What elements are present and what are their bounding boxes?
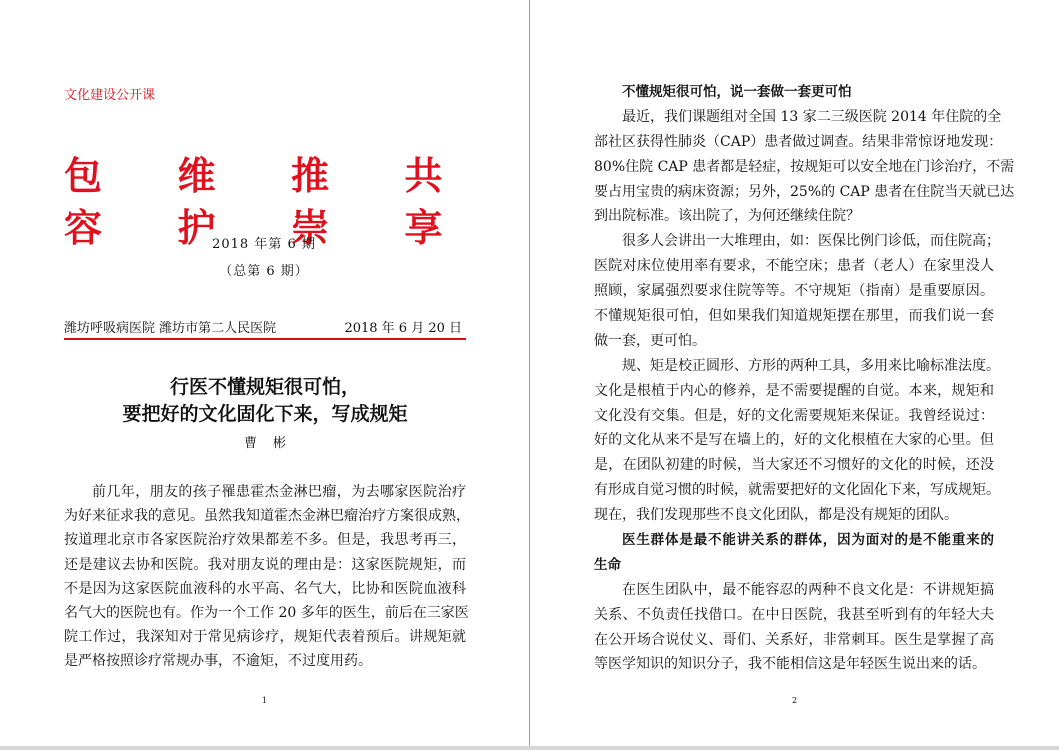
body-line: 要占用宝贵的病床资源；另外，25%的 CAP 患者在住院当天就已达 [594, 183, 1015, 200]
masthead [64, 317, 464, 335]
body-line: 文化没有交集。但是，好的文化需要规矩来保证。我曾经说过： [594, 407, 994, 424]
article-title-line-1: 行医不懂规矩很可怕， [169, 376, 360, 398]
section-heading: 生命 [594, 556, 621, 573]
body-line: 还是建议去协和医院。我对朋友说的理由是：这家医院规矩，而 [64, 556, 466, 573]
headline-word: 包容 [64, 153, 105, 250]
body-line: 到出院标准。该出院了，为何还继续住院？ [594, 208, 860, 225]
total-issue-number: （总第 6 期） [219, 264, 309, 279]
issue-number: 2018 年第 6 期 [212, 237, 316, 252]
body-line: 80%住院 CAP 患者都是轻症，按规矩可以安全地在门诊治疗，不需 [594, 158, 1015, 175]
body-line: 是严格按照诊疗常规办事，不逾矩，不过度用药。 [64, 653, 372, 670]
page-divider [529, 0, 530, 750]
body-line: 规、矩是校正圆形、方形的两种工具，多用来比喻标准法度。 [622, 357, 1000, 374]
page-bottom-edge [0, 746, 1059, 750]
body-line: 关系、不负责任找借口。在中日医院，我甚至听到有的年轻大夫 [594, 606, 994, 623]
body-line: 前几年，朋友的孩子罹患霍杰金淋巴瘤，为去哪家医院治疗 [92, 484, 466, 500]
article-body-page-1 [64, 480, 470, 674]
publisher-organizations: 潍坊呼吸病医院 潍坊市第二人民医院 [64, 321, 277, 336]
body-line: 部社区获得性肺炎（CAP）患者做过调查。结果非常惊讶地发现： [594, 133, 1003, 150]
masthead-rule [64, 338, 466, 340]
body-line: 医院对床位使用率有要求，不能空床；患者（老人）在家里没人 [594, 258, 994, 275]
body-line: 有形成自觉习惯的时候，就需要把好的文化固化下来，写成规矩。 [594, 482, 1000, 499]
body-line: 名气大的医院也有。作为一个工作 20 多年的医生，前后在三家医 [64, 604, 469, 621]
body-line: 做一套，更可怕。 [594, 332, 706, 349]
headline-word: 推崇 [291, 153, 332, 250]
body-line: 最近，我们课题组对全国 13 家二三级医院 2014 年住院的全 [622, 108, 1002, 125]
body-line: 为好来征求我的意见。虽然我知道霍杰金淋巴瘤治疗方案很成熟， [64, 508, 470, 525]
page-number: 1 [262, 696, 268, 705]
body-line: 好的文化从来不是写在墙上的，好的文化根植在大家的心里。但 [594, 432, 994, 449]
section-heading: 医生群体是最不能讲关系的群体，因为面对的是不能重来的 [622, 532, 994, 549]
body-line: 按道理北京市各家医院治疗效果都差不多。但是，我思考再三， [64, 532, 466, 549]
body-line: 是，在团队初建的时候，当大家还不习惯好的文化的时候，还没 [594, 457, 994, 474]
page-number: 2 [792, 696, 798, 705]
body-line: 很多人会讲出一大堆理由，如：医保比例门诊低，而住院高； [622, 233, 1000, 250]
body-line: 不是因为这家医院血液科的水平高、名气大，比协和医院血液科 [64, 580, 466, 597]
body-line: 在公开场合说仗义、哥们、关系好，非常刺耳。医生是掌握了高 [594, 631, 994, 648]
series-title: 文化建设公开课 [64, 88, 156, 103]
body-line: 院工作过，我深知对于常见病诊疗，规矩代表着预后。讲规矩就 [64, 629, 466, 646]
body-line: 在医生团队中，最不能容忍的两种不良文化是：不讲规矩搞 [622, 581, 994, 598]
headline-word: 共享 [404, 153, 445, 250]
author-name: 曹彬 [243, 436, 302, 451]
publication-date: 2018 年 6 月 20 日 [344, 321, 462, 336]
section-heading: 不懂规矩很可怕，说一套做一套更可怕 [622, 84, 852, 100]
article-title-line-2: 要把好的文化固化下来，写成规矩 [122, 403, 408, 425]
headline-word: 维护 [177, 153, 218, 250]
body-line: 照顾，家属强烈要求住院等等。不守规矩（指南）是重要原因。 [594, 283, 994, 300]
body-line: 等医学知识的知识分子，我不能相信这是年轻医生说出来的话。 [594, 656, 986, 673]
body-line: 文化是根植于内心的修养，是不需要提醒的自觉。本来，规矩和 [594, 382, 994, 399]
body-line: 不懂规矩很可怕，但如果我们知道规矩摆在那里，而我们说一套 [594, 308, 994, 325]
article-body-page-2 [594, 80, 1015, 677]
body-line: 现在，我们发现那些不良文化团队，都是没有规矩的团队。 [594, 507, 958, 524]
